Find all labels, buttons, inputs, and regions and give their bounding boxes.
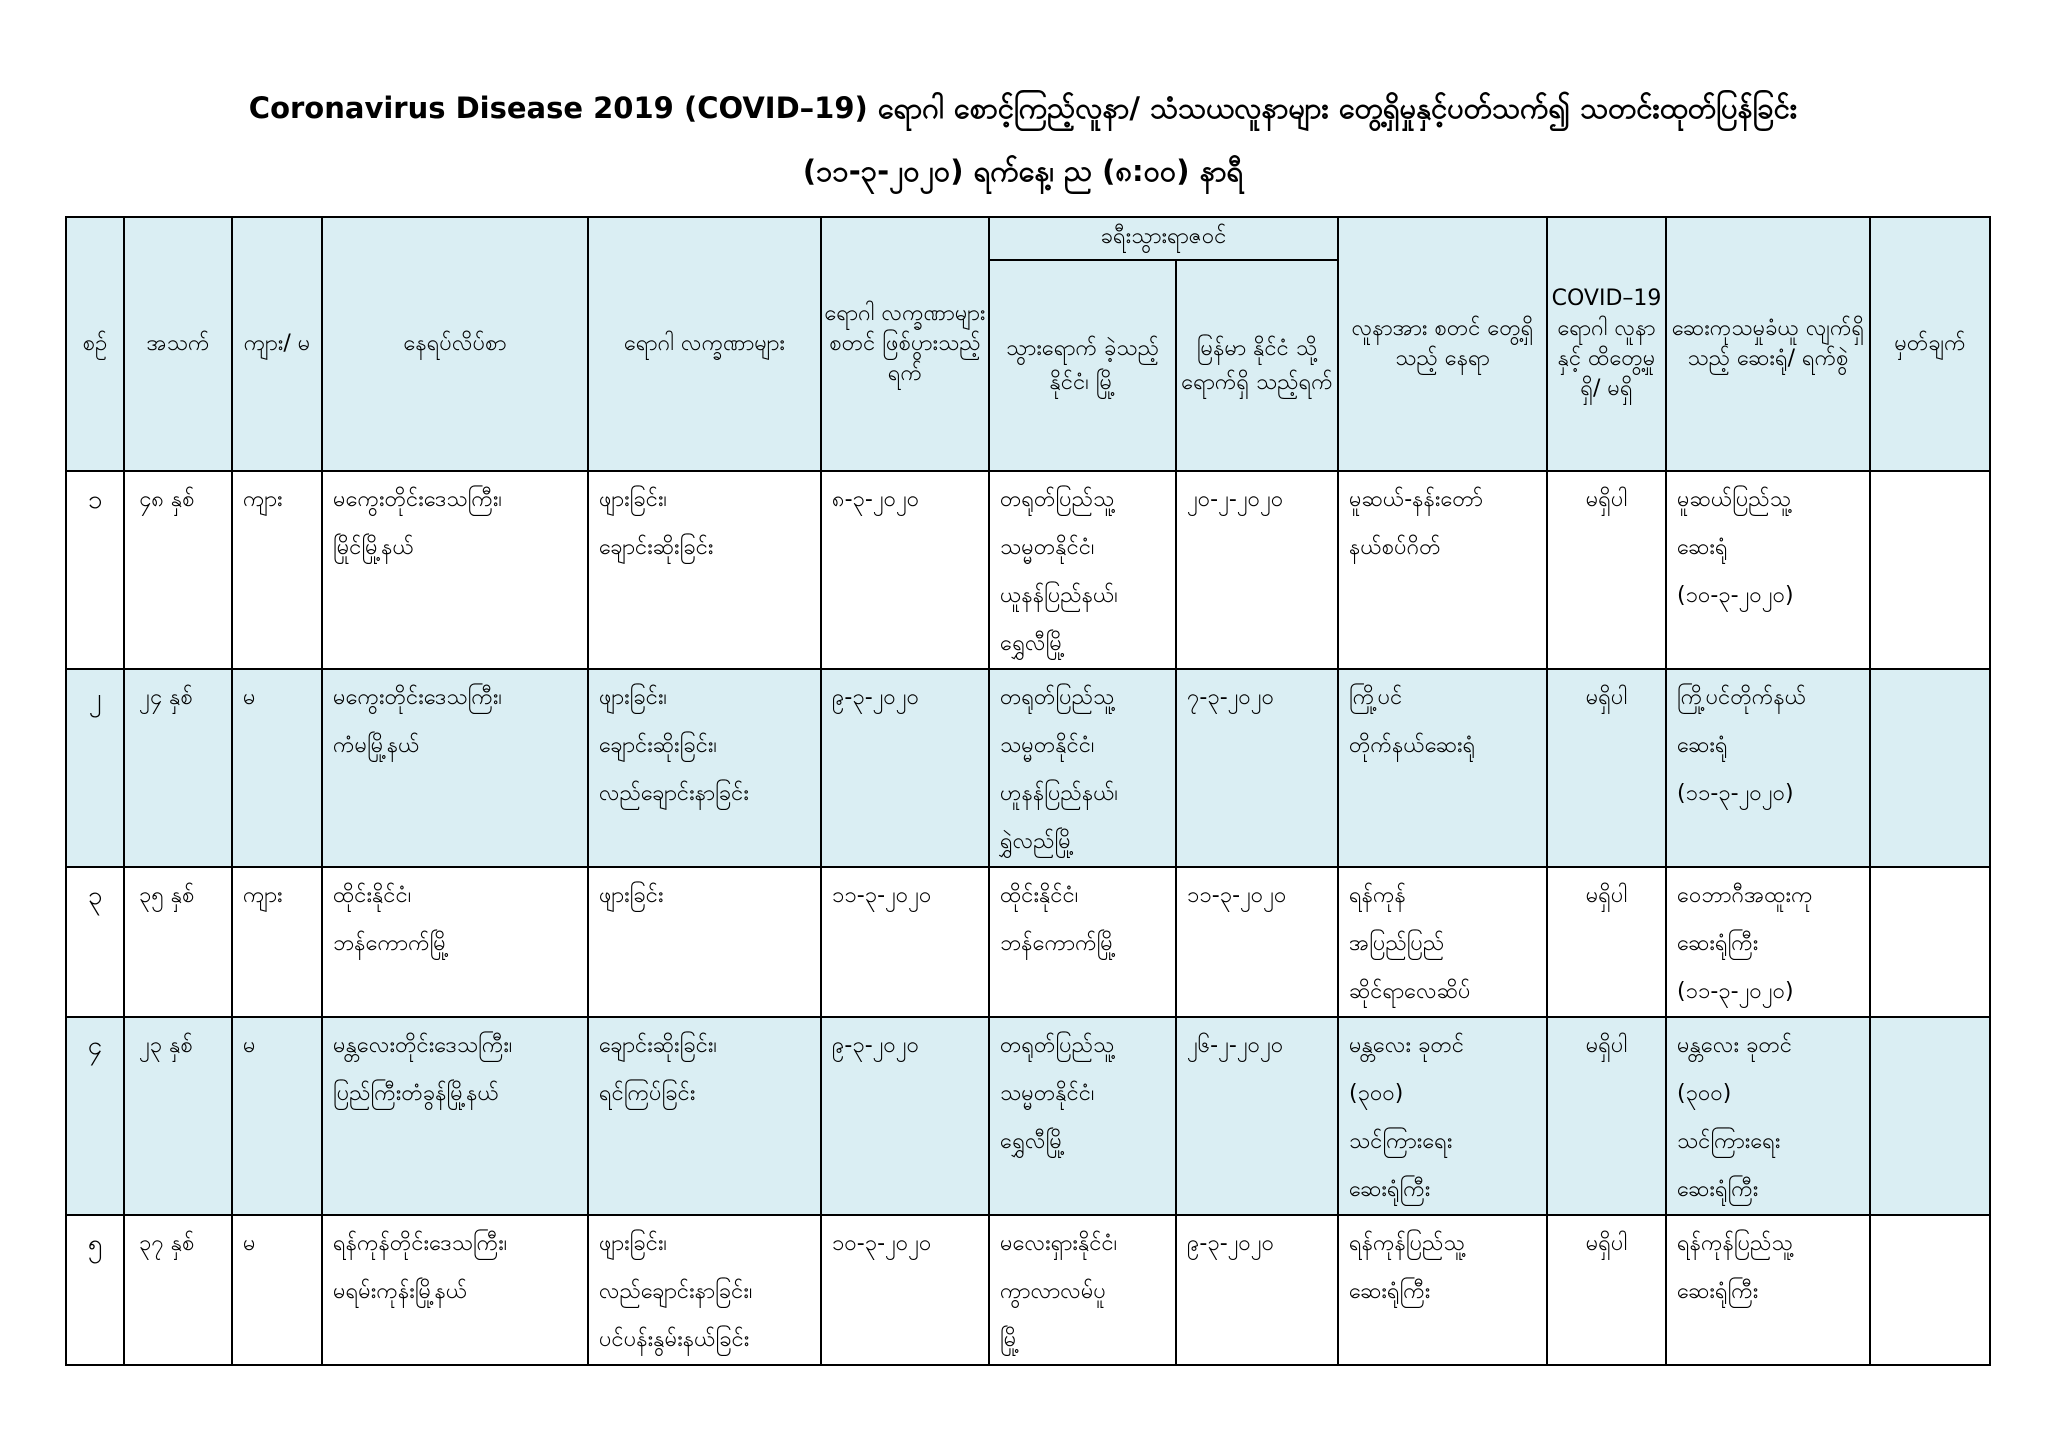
cell-symptoms: ဖျားခြင်း၊ ချောင်းဆိုးခြင်း၊ လည်ချောင်းနာခြင်း	[588, 669, 821, 867]
cell-address: မကွေးတိုင်းဒေသကြီး၊ ကံမမြို့နယ်	[322, 669, 588, 867]
cell-symptoms: ဖျားခြင်း	[588, 867, 821, 1017]
cell-remarks	[1870, 471, 1990, 669]
table-row	[66, 867, 1990, 1017]
cell-symptoms: ဖျားခြင်း၊ ချောင်းဆိုးခြင်း	[588, 471, 821, 669]
cell-contact: မရှိပါ	[1547, 1017, 1666, 1215]
col-header-onset-date: ရောဂါ လက္ခဏာများ စတင် ဖြစ်ပွားသည့် ရက်	[821, 217, 989, 471]
cell-symptoms: ဖျားခြင်း၊ လည်ချောင်းနာခြင်း၊ ပင်ပန်းနွမ်းနယ်ခြင်း	[588, 1215, 821, 1365]
cell-hospital: ရန်ကုန်ပြည်သူ့ ဆေးရုံကြီး	[1666, 1215, 1870, 1365]
report-date-time: (၁၁-၃-၂၀၂၀) ရက်နေ့၊ ည (၈:၀၀) နာရီ	[802, 154, 1244, 188]
cell-address: ရန်ကုန်တိုင်းဒေသကြီး၊ မရမ်းကုန်းမြို့နယ်	[322, 1215, 588, 1365]
cell-sex: မ	[232, 669, 322, 867]
cell-arrival-date: ၂၀-၂-၂၀၂၀	[1176, 471, 1338, 669]
cell-hospital: ကြို့ပင်တိုက်နယ် ဆေးရုံ (၁၁-၃-၂၀၂၀)	[1666, 669, 1870, 867]
cell-onset-date: ၁၀-၃-၂၀၂၀	[821, 1215, 989, 1365]
cell-hospital: မန္တလေး ခုတင် (၃၀၀) သင်ကြားရေး ဆေးရုံကြီး	[1666, 1017, 1870, 1215]
col-header-sex: ကျား/ မ	[232, 217, 322, 471]
cell-address: မန္တလေးတိုင်းဒေသကြီး၊ ပြည်ကြီးတံခွန်မြို့နယ်	[322, 1017, 588, 1215]
col-header-sr: စဉ်	[66, 217, 124, 471]
col-header-remarks: မှတ်ချက်	[1870, 217, 1990, 471]
col-header-address: နေရပ်လိပ်စာ	[322, 217, 588, 471]
cell-onset-date: ၁၁-၃-၂၀၂၀	[821, 867, 989, 1017]
cell-travel-country: တရုတ်ပြည်သူ့ သမ္မတနိုင်ငံ၊ ယူနန်ပြည်နယ်၊ ရွှေလီမြို့	[989, 471, 1176, 669]
cell-arrival-date: ၇-၃-၂၀၂၀	[1176, 669, 1338, 867]
cell-onset-date: ၉-၃-၂၀၂၀	[821, 1017, 989, 1215]
cell-detected-place: ရန်ကုန်ပြည်သူ့ ဆေးရုံကြီး	[1338, 1215, 1547, 1365]
cell-sr: ၁	[66, 471, 124, 669]
col-header-travel-history: ခရီးသွားရာဇဝင်	[989, 217, 1338, 260]
table-row	[66, 471, 1990, 669]
cell-sex: မ	[232, 1017, 322, 1215]
cell-arrival-date: ၂၆-၂-၂၀၂၀	[1176, 1017, 1338, 1215]
cell-sr: ၂	[66, 669, 124, 867]
cell-detected-place: ကြို့ပင် တိုက်နယ်ဆေးရုံ	[1338, 669, 1547, 867]
cell-age: ၃၅ နှစ်	[124, 867, 232, 1017]
table-row	[66, 1017, 1990, 1215]
cell-sr: ၅	[66, 1215, 124, 1365]
cell-age: ၃၇ နှစ်	[124, 1215, 232, 1365]
cell-remarks	[1870, 1215, 1990, 1365]
page-title: Coronavirus Disease 2019 (COVID–19) ရောဂါ စောင့်ကြည့်လူနာ/ သံသယလူနာများ တွေ့ရှိမှုနှင့်ပတ်သက်၍ သတင်းထုတ်ပြန်ခြင်း	[248, 91, 1798, 125]
cell-contact: မရှိပါ	[1547, 471, 1666, 669]
cell-travel-country: ထိုင်းနိုင်ငံ၊ ဘန်ကောက်မြို့	[989, 867, 1176, 1017]
cell-sex: ကျား	[232, 471, 322, 669]
cell-hospital: မူဆယ်ပြည်သူ့ ဆေးရုံ (၁၀-၃-၂၀၂၀)	[1666, 471, 1870, 669]
cell-age: ၄၈ နှစ်	[124, 471, 232, 669]
cell-address: မကွေးတိုင်းဒေသကြီး၊ မြိုင်မြို့နယ်	[322, 471, 588, 669]
cell-detected-place: ရန်ကုန် အပြည်ပြည် ဆိုင်ရာလေဆိပ်	[1338, 867, 1547, 1017]
cell-detected-place: မူဆယ်-နန်းတော် နယ်စပ်ဂိတ်	[1338, 471, 1547, 669]
cell-onset-date: ၉-၃-၂၀၂၀	[821, 669, 989, 867]
col-header-contact: COVID–19 ရောဂါ လူနာနှင့် ထိတွေ့မှု ရှိ/ မရှိ	[1547, 217, 1666, 471]
cell-contact: မရှိပါ	[1547, 669, 1666, 867]
cell-sex: ကျား	[232, 867, 322, 1017]
cell-address: ထိုင်းနိုင်ငံ၊ ဘန်ကောက်မြို့	[322, 867, 588, 1017]
cell-contact: မရှိပါ	[1547, 1215, 1666, 1365]
cell-hospital: ဝေဘာဂီအထူးကု ဆေးရုံကြီး (၁၁-၃-၂၀၂၀)	[1666, 867, 1870, 1017]
cell-travel-country: မလေးရှားနိုင်ငံ၊ ကွာလာလမ်ပူ မြို့	[989, 1215, 1176, 1365]
cell-onset-date: ၈-၃-၂၀၂၀	[821, 471, 989, 669]
col-header-detected-place: လူနာအား စတင် တွေ့ရှိသည့် နေရာ	[1338, 217, 1547, 471]
cell-travel-country: တရုတ်ပြည်သူ့ သမ္မတနိုင်ငံ၊ ဟူနန်ပြည်နယ်၊ ရွှဲလည်မြို့	[989, 669, 1176, 867]
cell-age: ၂၄ နှစ်	[124, 669, 232, 867]
cell-symptoms: ချောင်းဆိုးခြင်း၊ ရင်ကြပ်ခြင်း	[588, 1017, 821, 1215]
cell-sr: ၃	[66, 867, 124, 1017]
cell-remarks	[1870, 1017, 1990, 1215]
cell-sex: မ	[232, 1215, 322, 1365]
cell-age: ၂၃ နှစ်	[124, 1017, 232, 1215]
cell-detected-place: မန္တလေး ခုတင် (၃၀၀) သင်ကြားရေး ဆေးရုံကြီး	[1338, 1017, 1547, 1215]
header-row	[66, 217, 1990, 260]
cell-contact: မရှိပါ	[1547, 867, 1666, 1017]
col-header-arrival-date: မြန်မာ နိုင်ငံ သို့ ရောက်ရှိ သည့်ရက်	[1176, 260, 1338, 471]
col-header-age: အသက်	[124, 217, 232, 471]
cell-remarks	[1870, 867, 1990, 1017]
col-header-travel-country: သွားရောက် ခဲ့သည့် နိုင်ငံ၊ မြို့	[989, 260, 1176, 471]
cell-sr: ၄	[66, 1017, 124, 1215]
col-header-symptoms: ရောဂါ လက္ခဏာများ	[588, 217, 821, 471]
col-header-hospital: ဆေးကုသမှုခံယူ လျက်ရှိသည့် ဆေးရုံ/ ရက်စွဲ	[1666, 217, 1870, 471]
cell-arrival-date: ၁၁-၃-၂၀၂၀	[1176, 867, 1338, 1017]
cell-arrival-date: ၉-၃-၂၀၂၀	[1176, 1215, 1338, 1365]
cell-travel-country: တရုတ်ပြည်သူ့ သမ္မတနိုင်ငံ၊ ရွှေလီမြို့	[989, 1017, 1176, 1215]
table-row	[66, 669, 1990, 867]
cell-remarks	[1870, 669, 1990, 867]
table-row	[66, 1215, 1990, 1365]
patients-table	[65, 216, 1991, 1366]
